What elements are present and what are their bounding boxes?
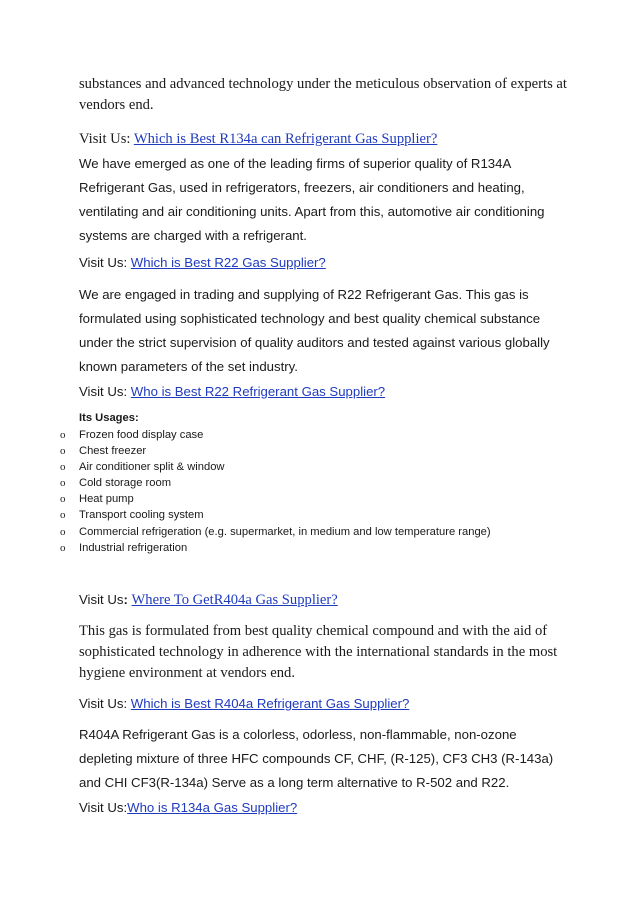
list-item: o Heat pump — [60, 493, 134, 506]
list-item: o Chest freezer — [60, 445, 147, 458]
link-best-r404a-refrigerant-supplier[interactable]: Which is Best R404a Refrigerant Gas Supplier? — [130, 696, 410, 711]
bullet-icon: o — [60, 509, 66, 522]
visit-line-4 — [79, 588, 569, 612]
bullet-icon: o — [60, 429, 66, 441]
link-r134a-gas-supplier[interactable]: Who is R134a Gas Supplier? — [127, 800, 298, 815]
list-item: o Industrial refrigeration — [60, 541, 188, 554]
bullet-icon: o — [60, 541, 66, 554]
list-item: o Frozen food display case — [60, 429, 204, 441]
bullet-icon: o — [60, 461, 66, 474]
visit-prefix: Visit Us — [79, 592, 124, 607]
usages-heading: Its Usages: — [79, 412, 139, 424]
paragraph-r404a-description: R404A Refrigerant Gas is a colorless, odorless, non-flammable, non-ozone depleting mixture of three HFC compounds CF, CHF, (R-125), CF3 CH3 (R-143a) and CHI CF3(R-134a) Serve as a long term alternative to R-502 and R22. — [79, 727, 554, 790]
paragraph-r22: We are engaged in trading and supplying of R22 Refrigerant Gas. This gas is formulated using sophisticated technology and best quality chemical substance under the strict supervision of quality auditors and tested against various globally known parameters of the set industry. — [79, 287, 550, 374]
visit-prefix: Visit Us: — [79, 255, 131, 270]
visit-colon: : — [123, 592, 132, 607]
paragraph-intro: substances and advanced technology under the meticulous observation of experts at vendors end. — [79, 76, 567, 113]
link-best-r22-supplier[interactable]: Which is Best R22 Gas Supplier? — [130, 255, 326, 270]
list-item: o Cold storage room — [60, 477, 172, 490]
paragraph-r134a: We have emerged as one of the leading firms of superior quality of R134A Refrigerant Gas, used in refrigerators, freezers, air conditioners and heating, ventilating and air conditioning units. Apart from this, automotive air conditioning systems are charged with a refrigerant. — [79, 156, 545, 243]
visit-prefix: Visit Us: — [79, 131, 134, 147]
visit-line-1 — [79, 129, 569, 150]
visit-prefix: Visit Us: — [79, 696, 131, 711]
paragraph-r404a-formulation: This gas is formulated from best quality chemical compound and with the aid of sophisticated technology in adherence with the international standards in the most hygiene environment at vendors end. — [79, 623, 558, 681]
list-item: o Air conditioner split & window — [60, 461, 225, 474]
visit-line-5 — [79, 692, 569, 716]
usages-list — [0, 427, 600, 556]
link-best-r134a-can-supplier[interactable]: Which is Best R134a can Refrigerant Gas Supplier? — [133, 131, 438, 147]
visit-line-3 — [79, 380, 569, 404]
visit-line-6 — [79, 796, 569, 820]
list-item: o Commercial refrigeration (e.g. supermarket, in medium and low temperature range) — [60, 525, 491, 538]
visit-line-2 — [79, 251, 569, 275]
bullet-icon: o — [60, 493, 66, 506]
bullet-icon: o — [60, 525, 66, 538]
list-item: o Transport cooling system — [60, 509, 204, 522]
link-best-r22-refrigerant-supplier[interactable]: Who is Best R22 Refrigerant Gas Supplier? — [130, 384, 386, 399]
bullet-icon: o — [60, 477, 66, 490]
link-where-to-get-r404a-supplier[interactable]: Where To GetR404a Gas Supplier? — [131, 592, 338, 608]
bullet-icon: o — [60, 445, 66, 458]
visit-prefix: Visit Us: — [79, 800, 128, 815]
visit-prefix: Visit Us: — [79, 384, 131, 399]
